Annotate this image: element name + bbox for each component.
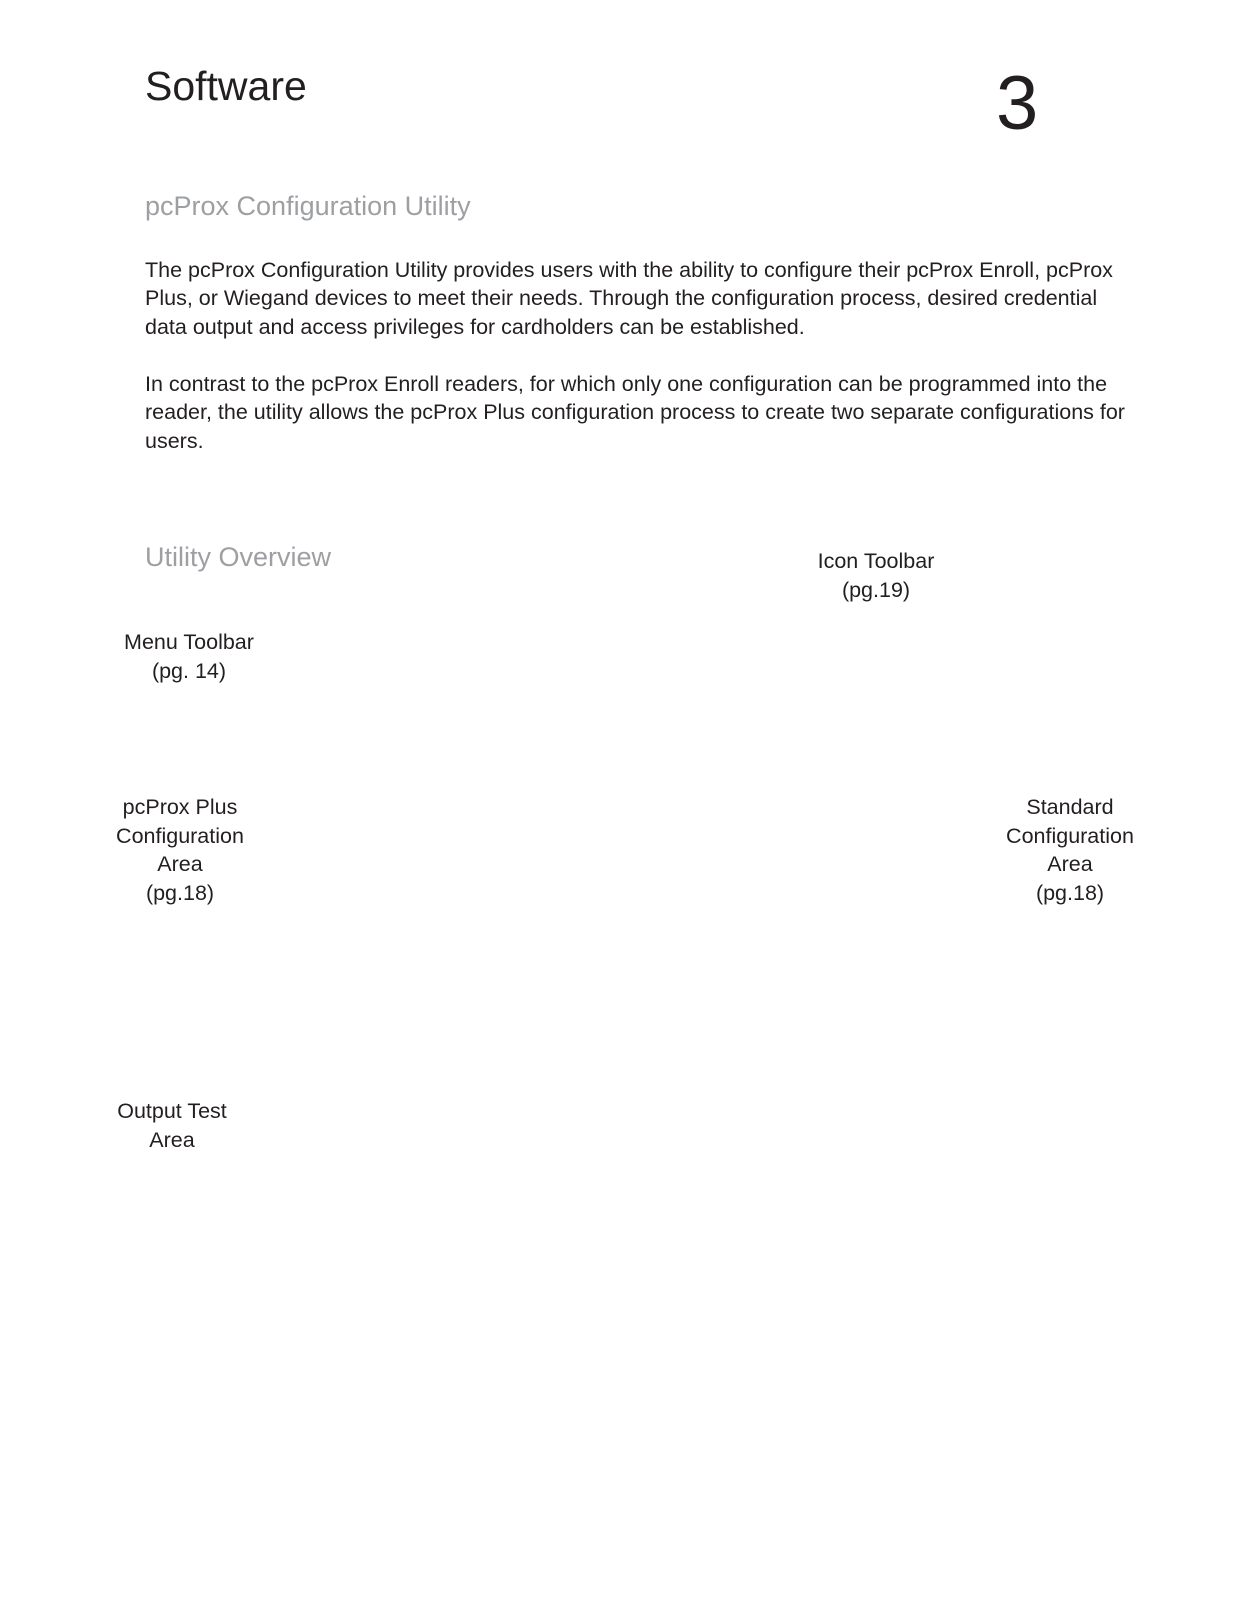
callout-label: Standard [1026,795,1114,819]
callout-label: Menu Toolbar [124,630,254,654]
callout-output-test-area [97,1097,247,1154]
callout-icon-toolbar [796,547,956,604]
callout-page-ref: (pg.18) [1035,880,1105,905]
callout-label: Area [157,852,203,876]
callout-page-ref: (pg. 14) [151,658,227,683]
callout-label: Configuration [1006,823,1134,848]
callout-label: Area [149,1127,195,1152]
chapter-number: 3 [996,61,1039,146]
callout-pcprox-plus-area [99,793,261,907]
callout-label: Configuration [116,823,244,848]
contrast-paragraph: In contrast to the pcProx Enroll readers, for which only one configuration can be programmed into the reader, the utility allows the pcProx Plus configuration process to create two separate configurations for users. [145,372,1125,453]
callout-label: Output Test [117,1099,227,1123]
intro-paragraph: The pcProx Configuration Utility provides users with the ability to configure their pcProx Enroll, pcProx Plus, or Wiegand devices to meet their needs. Through the configuration process, desired credential data output and access privileges for cardholders can be established. [145,258,1113,339]
callout-page-ref: (pg.19) [841,577,911,602]
section-heading-utility-overview: Utility Overview [145,542,332,572]
chapter-title: Software [145,63,307,109]
section-heading-config-utility: pcProx Configuration Utility [145,191,471,221]
callout-label: pcProx Plus [122,795,238,819]
callout-page-ref: (pg.18) [145,880,215,905]
callout-standard-area [990,793,1150,907]
callout-label: Area [1047,852,1093,876]
callout-label: Icon Toolbar [817,549,935,573]
callout-menu-toolbar [104,628,274,685]
